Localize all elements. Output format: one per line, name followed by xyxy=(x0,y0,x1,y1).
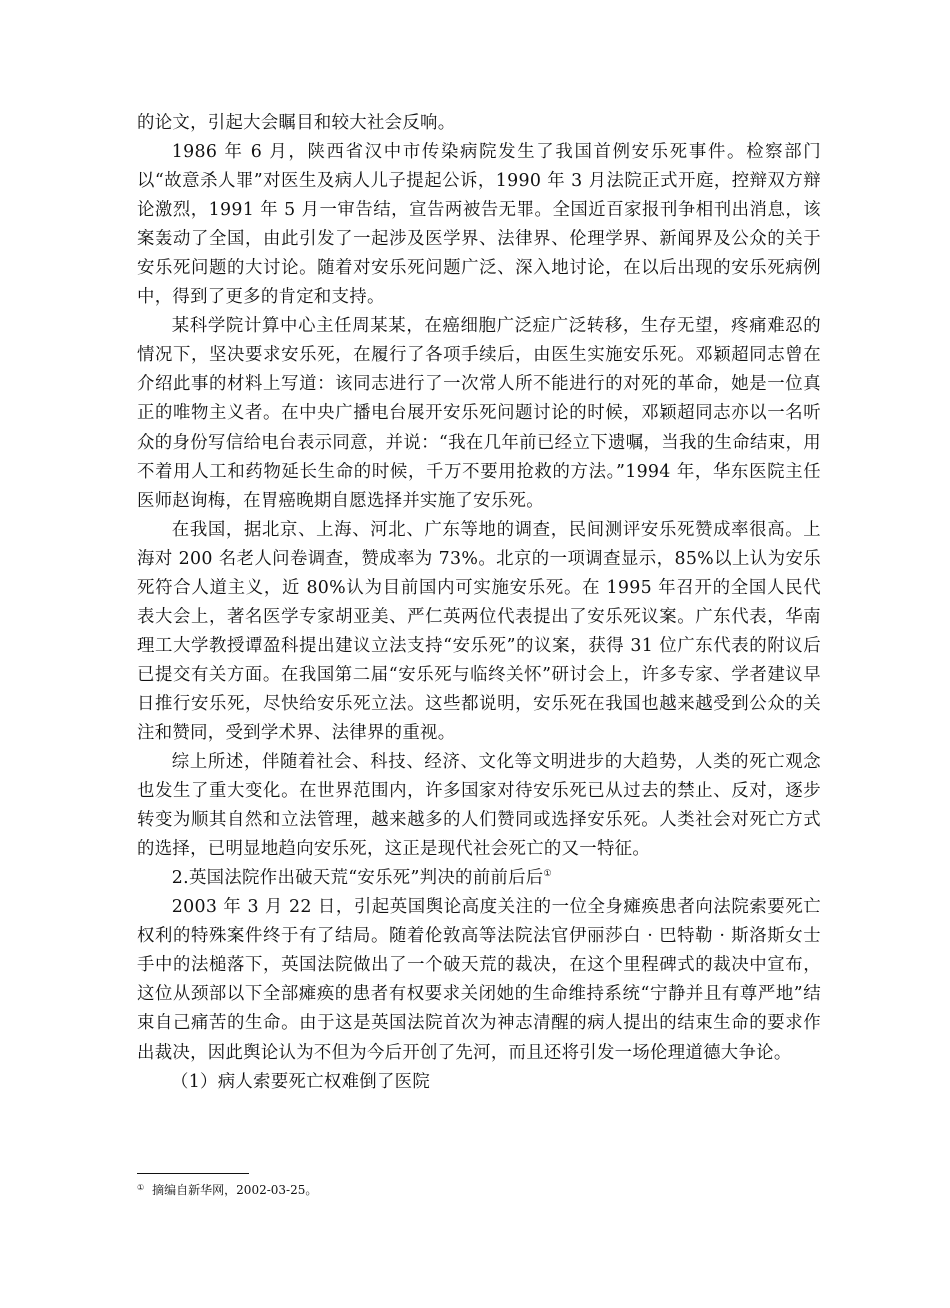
section-heading-text: 2.英国法院作出破天荒“安乐死”判决的前前后后 xyxy=(171,868,544,889)
footnote xyxy=(137,1181,821,1199)
paragraph-summary: 综上所述，伴随着社会、科技、经济、文化等文明进步的大趋势，人类的死亡观念也发生了重大变化。在世界范围内，许多国家对待安乐死已从过去的禁止、反对，逐步转变为顺其自然和立法管理，越来越多的人们赞同或选择安乐死。人类社会对死亡方式的选择，已明显地趋向安乐死，这正是现代社会死亡的又一特征。 xyxy=(137,752,821,860)
paragraph-survey: 在我国，据北京、上海、河北、广东等地的调查，民间测评安乐死赞成率很高。上海对 200 名老人问卷调查，赞成率为 73%。北京的一项调查显示，85%以上认为安乐死符合人道主义，近 80%认为目前国内可实施安乐死。在 1995 年召开的全国人民代表大会上，著名医学专家胡亚美、严仁英两位代表提出了安乐死议案。广东代表，华南理工大学教授谭盈科提出建议立法支持“安乐死”的议案，获得 31 位广东代表的附议后已提交有关方面。在我国第二届“安乐死与临终关怀”研讨会上，许多专家、学者建议早日推行安乐死，尽快给安乐死立法。这些都说明，安乐死在我国也越来越受到公众的关注和赞同，受到学术界、法律界的重视。 xyxy=(137,519,821,743)
paragraph-1986-case: 1986 年 6 月，陕西省汉中市传染病院发生了我国首例安乐死事件。检察部门以“故意杀人罪”对医生及病人儿子提起公诉，1990 年 3 月法院正式开庭，控辩双方辩论激烈，1991 年 5 月一审告结，宣告两被告无罪。全国近百家报刊争相刊出消息，该案轰动了全国，由此引发了一起涉及医学界、法律界、伦理学界、新闻界及公众的关于安乐死问题的大讨论。随着对安乐死问题广泛、深入地讨论，在以后出现的安乐死病例中，得到了更多的肯定和支持。 xyxy=(137,142,821,308)
paragraph-continuation: 的论文，引起大会瞩目和较大社会反响。 xyxy=(137,113,456,133)
footnote-text: 摘编自新华网，2002-03-25。 xyxy=(152,1183,318,1197)
footnote-ref-marker: ① xyxy=(543,869,552,880)
subheading: （1）病人索要死亡权难倒了医院 xyxy=(171,1071,431,1092)
footnote-marker: ① xyxy=(137,1183,145,1192)
body-text xyxy=(137,109,821,1097)
footnote-divider xyxy=(137,1173,249,1174)
paragraph-zhou-case: 某科学院计算中心主任周某某，在癌细胞广泛症广泛转移，生存无望，疼痛难忍的情况下，坚决要求安乐死，在履行了各项手续后，由医生实施安乐死。邓颖超同志曾在介绍此事的材料上写道：该同志进行了一次常人所不能进行的对死的革命，她是一位真正的唯物主义者。在中央广播电台展开安乐死问题讨论的时候，邓颖超同志亦以一名听众的身份写信给电台表示同意，并说：“我在几年前已经立下遗嘱，当我的生命结束，用不着用人工和药物延长生命的时候，千万不要用抢救的方法。”1994 年，华东医院主任医师赵询梅，在胃癌晚期自愿选择并实施了安乐死。 xyxy=(137,316,821,511)
paragraph-uk-ruling: 2003 年 3 月 22 日，引起英国舆论高度关注的一位全身瘫痪患者向法院索要死亡权利的特殊案件终于有了结局。随着伦敦高等法院法官伊丽莎白 · 巴特勒 · 斯洛斯女士手中的法槌落下，英国法院做出了一个破天荒的裁决，在这个里程碑式的裁决中宣布，这位从颈部以下全部瘫痪的患者有权要求关闭她的生命维持系统“宁静并且有尊严地”结束自己痛苦的生命。由于这是英国法院首次为神志清醒的病人提出的结束生命的要求作出裁决，因此舆论认为不但为今后开创了先河，而且还将引发一场伦理道德大争论。 xyxy=(137,897,821,1063)
section-heading xyxy=(137,864,821,893)
